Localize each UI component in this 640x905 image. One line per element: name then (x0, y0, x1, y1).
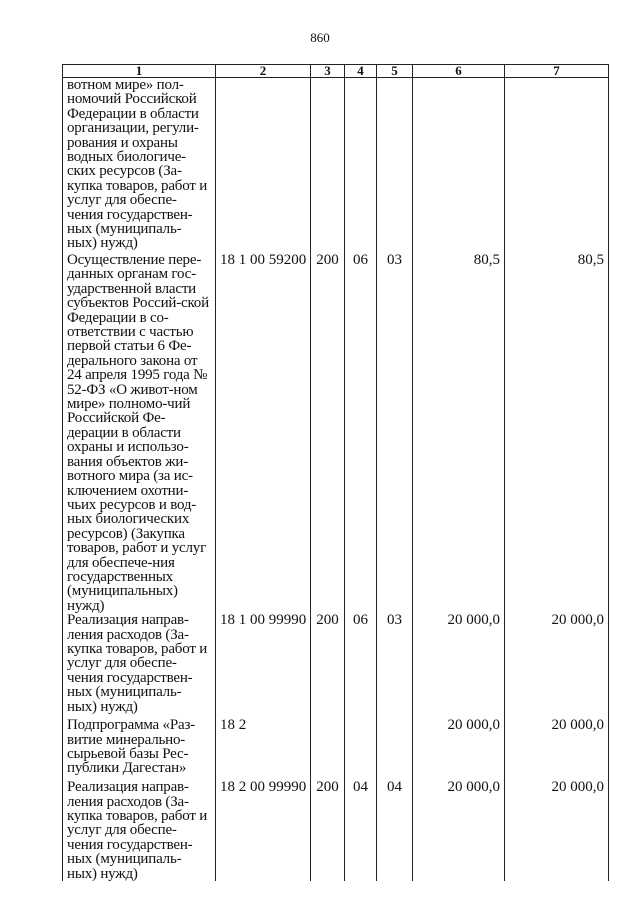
row-name: Реализация направ-ления расходов (За-купка товаров, работ и услуг для обеспе-чения государствен-ных (муниципаль-ных) нужд) (63, 780, 216, 881)
row-sum-1: 80,5 (413, 253, 505, 613)
budget-table (62, 64, 609, 881)
row-sum-1: 20 000,0 (413, 780, 505, 881)
header-col-7: 7 (505, 65, 609, 78)
header-col-5: 5 (377, 65, 413, 78)
row-pr: 03 (377, 613, 413, 718)
row-code: 18 1 00 59200 (216, 253, 311, 613)
row-vr (311, 718, 345, 780)
row-pr: 03 (377, 253, 413, 613)
header-col-2: 2 (216, 65, 311, 78)
header-col-1: 1 (63, 65, 216, 78)
table-row (63, 78, 609, 254)
table-row (63, 780, 609, 881)
row-code: 18 2 00 99990 (216, 780, 311, 881)
row-sum-1 (413, 78, 505, 254)
row-code (216, 78, 311, 254)
row-name: Подпрограмма «Раз-витие минерально-сырьевой базы Рес-публики Дагестан» (63, 718, 216, 780)
row-pr (377, 78, 413, 254)
row-rz: 06 (345, 613, 377, 718)
header-col-6: 6 (413, 65, 505, 78)
row-sum-2 (505, 78, 609, 254)
row-sum-2: 20 000,0 (505, 718, 609, 780)
row-name: Осуществление пере-данных органам гос-ударственной власти субъектов Россий-ской Федерации в со-ответствии с частью первой статьи 6 Фе-дерального закона от 24 апреля 1995 года № 52-ФЗ «О живот-ном мире» полномо-чий Российской Фе-дерации в области охраны и использо-вания объектов жи-вотного мира (за ис-ключением охотни-чьих ресурсов и вод-ных биологических ресурсов) (Закупка товаров, работ и услуг для обеспече-ния государственных (муниципальных) нужд) (63, 253, 216, 613)
row-pr: 04 (377, 780, 413, 881)
row-sum-1: 20 000,0 (413, 613, 505, 718)
row-rz (345, 718, 377, 780)
row-rz: 04 (345, 780, 377, 881)
page-number: 860 (310, 30, 330, 45)
row-vr (311, 78, 345, 254)
table-row (63, 718, 609, 780)
table-row (63, 613, 609, 718)
row-name: вотном мире» пол-номочий Российской Федерации в области организации, регули-рования и охраны водных биологиче-ских ресурсов (За-купка товаров, работ и услуг для обеспе-чения государствен-ных (муниципаль-ных) нужд) (63, 78, 216, 254)
row-vr: 200 (311, 613, 345, 718)
row-vr: 200 (311, 780, 345, 881)
row-rz (345, 78, 377, 254)
header-col-3: 3 (311, 65, 345, 78)
header-row (63, 65, 609, 78)
row-rz: 06 (345, 253, 377, 613)
row-sum-1: 20 000,0 (413, 718, 505, 780)
table-row (63, 253, 609, 613)
row-sum-2: 80,5 (505, 253, 609, 613)
row-vr: 200 (311, 253, 345, 613)
row-name: Реализация направ-ления расходов (За-купка товаров, работ и услуг для обеспе-чения государствен-ных (муниципаль-ных) нужд) (63, 613, 216, 718)
row-pr (377, 718, 413, 780)
row-code: 18 1 00 99990 (216, 613, 311, 718)
row-code: 18 2 (216, 718, 311, 780)
row-sum-2: 20 000,0 (505, 780, 609, 881)
row-sum-2: 20 000,0 (505, 613, 609, 718)
header-col-4: 4 (345, 65, 377, 78)
